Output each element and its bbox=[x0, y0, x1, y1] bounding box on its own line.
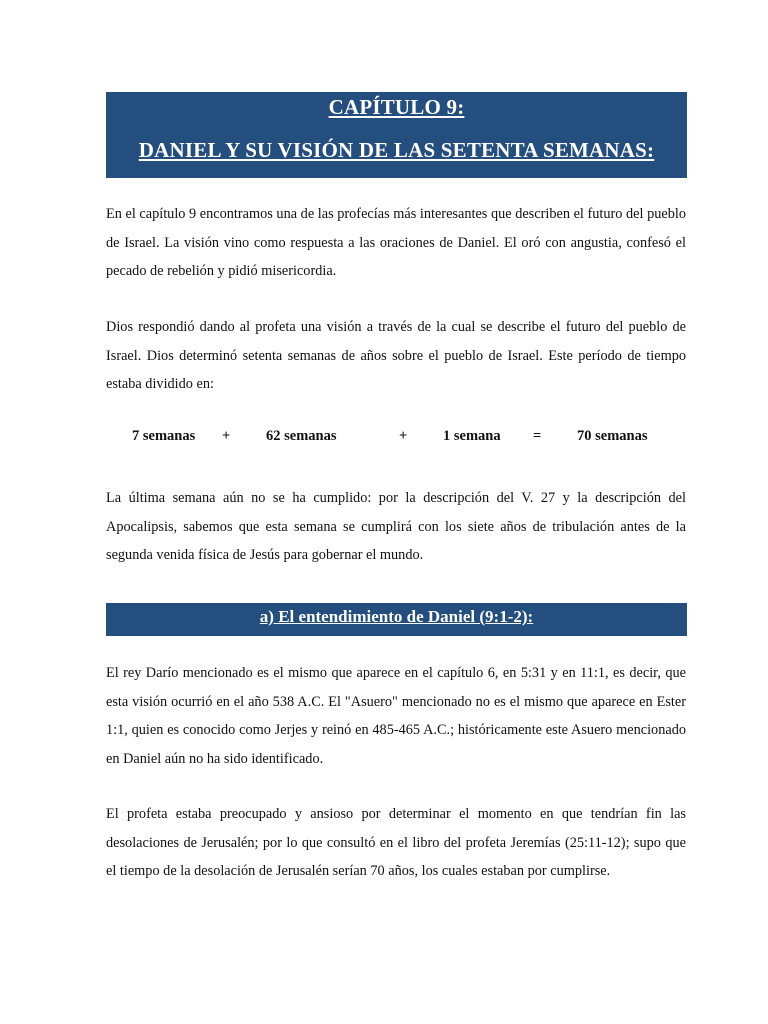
chapter-title-banner bbox=[106, 92, 687, 178]
equation-total-70-weeks: 70 semanas bbox=[577, 428, 648, 444]
equation-term-62-weeks: 62 semanas bbox=[266, 428, 337, 444]
jeremiah-paragraph: El profeta estaba preocupado y ansioso por determinar el momento en que tendrían fin las desolaciones de Jerusalén; por lo que consultó en el libro del profeta Jeremías (25:11-12); supo que el tiempo de la desolación de Jerusalén serían 70 años, los cuales estaban por cumplirse. bbox=[106, 806, 686, 879]
equation-term-1-week: 1 semana bbox=[443, 428, 501, 444]
section-a-heading: a) El entendimiento de Daniel (9:1-2): bbox=[259, 607, 534, 626]
vision-paragraph: Dios respondió dando al profeta una visión a través de la cual se describe el futuro del pueblo de Israel. Dios determinó setenta semanas de años sobre el pueblo de Israel. Este período de tiempo estaba dividido en: bbox=[106, 319, 686, 392]
intro-paragraph: En el capítulo 9 encontramos una de las profecías más interesantes que describen el futuro del pueblo de Israel. La visión vino como respuesta a las oraciones de Daniel. El oró con angustia, confesó el pecado de rebelión y pidió misericordia. bbox=[106, 206, 686, 279]
chapter-subtitle: DANIEL Y SU VISIÓN DE LAS SETENTA SEMANAS: bbox=[138, 138, 655, 162]
equation-equals-sign: = bbox=[533, 428, 542, 444]
equation-plus-sign: + bbox=[399, 428, 408, 444]
section-a-heading-banner bbox=[106, 603, 687, 636]
equation-plus-sign: + bbox=[222, 428, 231, 444]
darius-paragraph: El rey Darío mencionado es el mismo que aparece en el capítulo 6, en 5:31 y en 11:1, es decir, que esta visión ocurrió en el año 538 A.C. El "Asuero" mencionado no es el mismo que aparece en Ester 1:1, quien es conocido como Jerjes y reinó en 485-465 A.C.; históricamente este Asuero mencionado en Daniel aún no ha sido identificado. bbox=[106, 665, 686, 767]
last-week-paragraph: La última semana aún no se ha cumplido: por la descripción del V. 27 y la descripción del Apocalipsis, sabemos que esta semana se cumplirá con los siete años de tribulación antes de la segunda venida física de Jesús para gobernar el mundo. bbox=[106, 490, 686, 563]
chapter-title: CAPÍTULO 9: bbox=[328, 95, 465, 119]
equation-term-7-weeks: 7 semanas bbox=[132, 428, 196, 444]
